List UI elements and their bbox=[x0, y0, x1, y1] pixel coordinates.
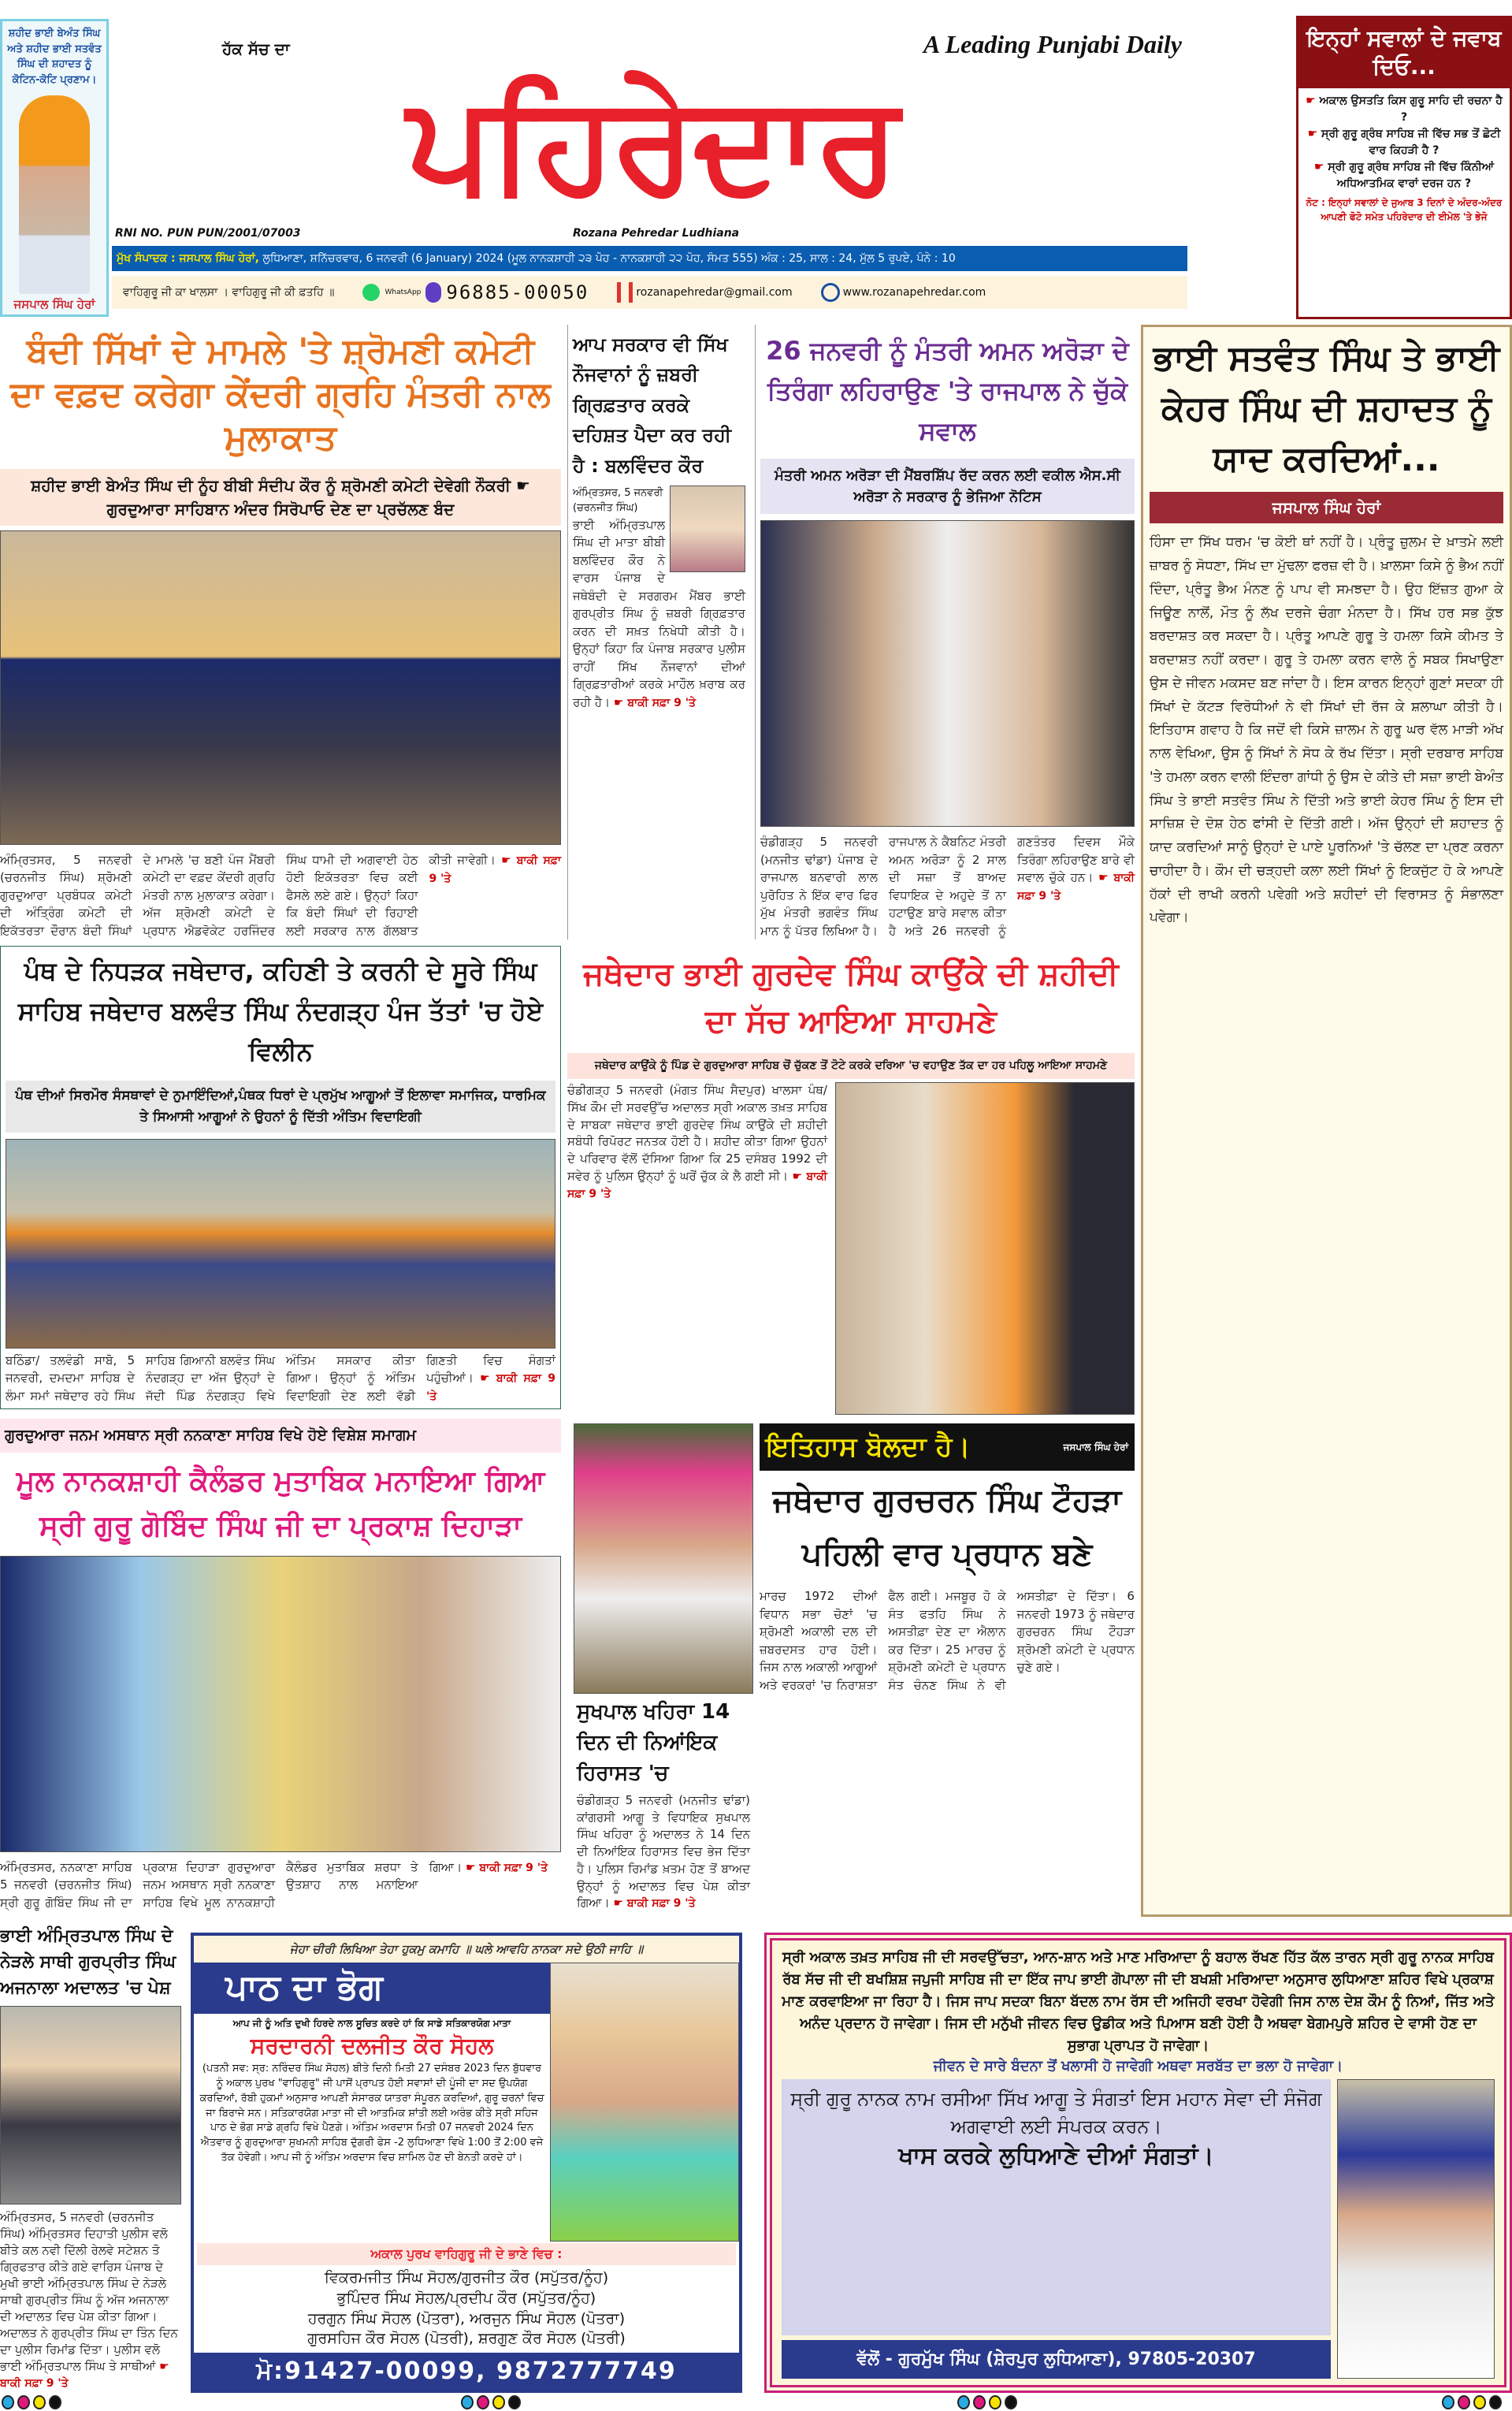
quiz-note: ਨੋਟ : ਇਨ੍ਹਾਂ ਸਵਾਲਾਂ ਦੇ ਜੁਆਬ 3 ਦਿਨਾਂ ਦੇ ਅੰਦਰ-ਅੰਦਰ ਆਪਣੀ ਫੋਟੋ ਸਮੇਤ ਪਹਿਰੇਦਾਰ ਦੀ ਈਮੇਲ 'ਤੇ ਭੇਜੋ bbox=[1306, 196, 1503, 222]
minister-governor-photo bbox=[760, 520, 1135, 827]
left-promo-box bbox=[0, 19, 109, 317]
globe-icon bbox=[821, 283, 840, 302]
jaap-ad bbox=[764, 1933, 1512, 2393]
phone-number: 96885-00050 bbox=[446, 281, 589, 303]
family-list bbox=[194, 2267, 739, 2353]
subhead: ਸ਼ਹੀਦ ਭਾਈ ਬੇਅੰਤ ਸਿੰਘ ਦੀ ਨੂੰਹ ਬੀਬੀ ਸੰਦੀਪ ਕੌਰ ਨੂੰ ਸ਼੍ਰੋਮਣੀ ਕਮੇਟੀ ਦੇਵੇਗੀ ਨੌਕਰੀ ☛ ਗੁਰਦੁਆਰਾ ਸਾਹਿਬਾਨ ਅੰਦਰ ਸਿਰੋਪਾਓ ਦੇਣ ਦਾ ਪ੍ਰਚੱਲਣ ਬੰਦ bbox=[0, 469, 561, 526]
family-member: ਵਿਕਰਮਜੀਤ ਸਿੰਘ ਸੋਹਲ/ਗੁਰਜੀਤ ਕੌਰ (ਸਪੁੱਤਰ/ਨੂੰਹ) bbox=[324, 2269, 609, 2287]
column-author: ਜਸਪਾਲ ਸਿੰਘ ਹੇਰਾਂ bbox=[1150, 492, 1503, 523]
ad-text: ਸ੍ਰੀ ਅਕਾਲ ਤਖ਼ਤ ਸਾਹਿਬ ਜੀ ਦੀ ਸਰਵਉੱਚਤਾ, ਆਨ-ਸ਼ਾਨ ਅਤੇ ਮਾਣ ਮਰਿਆਦਾ ਨੂੰ ਬਹਾਲ ਰੱਖਣ ਹਿੱਤ ਕੱਲ ਤਾਰਨ ਸ੍ਰੀ ਗੁਰੂ ਨਾਨਕ ਸਾਹਿਬ ਰੱਬ ਸੱਚ ਜੀ ਦੀ ਬਖਸ਼ਿਸ਼ ਜਪੁਜੀ ਸਾਹਿਬ ਜੀ ਦਾ ਇੱਕ ਜਾਪ ਭਾਈ ਗੋਪਾਲਾ ਜੀ ਦੀ ਬਖਸ਼ੀ ਮਰਿਆਦਾ ਅਨੁਸਾਰ ਲੁਧਿਆਣਾ ਸ਼ਹਿਰ ਵਿਖੇ ਪ੍ਰਕਾਸ਼ ਮਾਣ ਕਰਵਾਇਆ ਜਾ ਰਿਹਾ ਹੈ। ਜਿਸ ਜਾਪ ਸਦਕਾ ਬਿਨਾ ਬੱਦਲ ਨਾਮ ਰੱਸ ਦੀ ਅਜਿਹੀ ਵਰਖਾ ਹੋਵੇਗੀ ਜਿਸ ਨਾਲ ਦੇਸ਼ ਕੌਮ ਨੂੰ ਨਿਆਂ, ਜਿੱਤ ਅਤੇ ਅਨੰਦ ਪ੍ਰਦਾਨ ਹੋ ਜਾਵੇਗਾ। ਜਿਸ ਦੀ ਮਨੁੱਖੀ ਜੀਵਨ ਵਿਚ ਉਡੀਕ ਅਤੇ ਪਿਆਸ ਬਣੀ ਹੋਈ ਹੈ ਅਥਵਾ ਬੇਗਮਪੁਰੇ ਸ਼ਹਿਰ ਦੇ ਵਾਸੀ ਹੋਣ ਦਾ ਸੁਭਾਗ ਪ੍ਰਾਪਤ ਹੋ ਜਾਵੇਗਾ। bbox=[782, 1949, 1495, 2054]
bhog-title-bar bbox=[194, 1963, 550, 2014]
registration-marks bbox=[2, 2395, 61, 2409]
chief-editor: ਮੁੱਖ ਸੰਪਾਦਕ : ਜਸਪਾਲ ਸਿੰਘ ਹੇਰਾਂ, bbox=[117, 252, 259, 265]
quiz-title: ਇਨ੍ਹਾਂ ਸਵਾਲਾਂ ਦੇ ਜਵਾਬ ਦਿਓ... bbox=[1298, 18, 1510, 88]
article-body: ਚੰਡੀਗੜ੍ਹ 5 ਜਨਵਰੀ (ਮਨਜੀਤ ਢਾਂਡਾ) ਪੰਜਾਬ ਦੇ ਰਾਜਪਾਲ ਬਨਵਾਰੀ ਲਾਲ ਪੁਰੋਹਿਤ ਨੇ ਇੱਕ ਵਾਰ ਫਿਰ ਮੁੱਖ ਮੰਤਰੀ ਭਗਵੰਤ ਸਿੰਘ ਮਾਨ ਨੂੰ ਪੱਤਰ ਲਿਖਿਆ ਹੈ। ਰਾਜਪਾਲ ਨੇ ਕੈਬਨਿਟ ਮੰਤਰੀ ਅਮਨ ਅਰੋੜਾ ਨੂੰ 2 ਸਾਲ ਦੀ ਸਜ਼ਾ ਤੋਂ ਬਾਅਦ ਵਿਧਾਇਕ ਦੇ ਅਹੁਦੇ ਤੋਂ ਨਾ ਹਟਾਉਣ ਬਾਰੇ ਸਵਾਲ ਕੀਤਾ ਹੈ ਅਤੇ 26 ਜਨਵਰੀ ਨੂੰ ਗਣਤੰਤਰ ਦਿਵਸ ਮੌਕੇ ਤਿਰੰਗਾ ਲਹਿਰਾਉਣ ਬਾਰੇ ਵੀ ਸਵਾਲ ਚੁੱਕੇ ਹਨ। ☛ ਬਾਕੀ ਸਫ਼ਾ 9 'ਤੇ bbox=[760, 835, 1135, 938]
english-tagline: A Leading Punjabi Daily bbox=[923, 30, 1182, 58]
kaunke-family-photo bbox=[835, 1082, 1135, 1415]
appeal-text: ਸ੍ਰੀ ਗੁਰੂ ਨਾਨਕ ਨਾਮ ਰਸੀਆ ਸਿੱਖ ਆਗੂ ਤੇ ਸੰਗਤਾਂ ਇਸ ਮਹਾਨ ਸੇਵਾ ਦੀ ਸੰਜੋਗ ਅਗਵਾਈ ਲਈ ਸੰਪਰਕ ਕਰਨ। bbox=[790, 2088, 1322, 2138]
headline: 26 ਜਨਵਰੀ ਨੂੰ ਮੰਤਰੀ ਅਮਨ ਅਰੋੜਾ ਦੇ ਤਿਰੰਗਾ ਲਹਿਰਾਉਣ 'ਤੇ ਰਾਜਪਾਲ ਨੇ ਚੁੱਕੇ ਸਵਾਲ bbox=[766, 336, 1129, 447]
dateline: ਲੁਧਿਆਣਾ, ਸ਼ਨਿੱਚਰਵਾਰ, 6 ਜਨਵਰੀ (6 January) 2024 (ਮੂਲ ਨਾਨਕਸ਼ਾਹੀ ੨੩ ਪੋਹ - ਨਾਨਕਸ਼ਾਹੀ ੨੨ ਪੋਹ, ਸੰਮਤ 555) ਅੰਕ : 25, ਸਾਲ : 24, ਮੁੱਲ 5 ਰੁਪਏ, ਪੰਨੇ : 10 bbox=[262, 252, 956, 265]
funeral-photo bbox=[6, 1139, 555, 1349]
story-itihas bbox=[760, 1423, 1135, 1908]
story-khaira bbox=[574, 1423, 753, 1912]
headline: ਜਥੇਦਾਰ ਗੁਰਚਰਨ ਸਿੰਘ ਟੌਹੜਾ ਪਹਿਲੀ ਵਾਰ ਪ੍ਰਧਾਨ ਬਣੇ bbox=[772, 1483, 1122, 1572]
headline: ਆਪ ਸਰਕਾਰ ਵੀ ਸਿੱਖ ਨੌਜਵਾਨਾਂ ਨੂੰ ਜ਼ਬਰੀ ਗ੍ਰਿਫ਼ਤਾਰ ਕਰਕੇ ਦਹਿਸ਼ਤ ਪੈਦਾ ਕਰ ਰਹੀ ਹੈ : ਬਲਵਿੰਦਰ ਕੌਰ bbox=[573, 333, 732, 477]
story-aman-arora bbox=[755, 325, 1135, 939]
whatsapp-label: WhatsApp bbox=[385, 288, 422, 296]
itihas-banner bbox=[760, 1423, 1135, 1471]
whatsapp-icon bbox=[362, 284, 380, 301]
gmail-icon bbox=[617, 282, 633, 303]
quiz-box bbox=[1296, 16, 1512, 319]
family-member: ਗੁਰਸਹਿਜ ਕੌਰ ਸੋਹਲ (ਪੋਤਰੀ), ਸ਼ਰਗੁਣ ਕੌਰ ਸੋਹਲ (ਪੋਤਰੀ) bbox=[307, 2330, 626, 2348]
column-headline: ਭਾਈ ਸਤਵੰਤ ਸਿੰਘ ਤੇ ਭਾਈ ਕੇਹਰ ਸਿੰਘ ਦੀ ਸ਼ਹਾਦਤ ਨੂੰ ਯਾਦ ਕਰਦਿਆਂ... bbox=[1153, 338, 1500, 479]
balwinder-kaur-photo bbox=[670, 486, 745, 572]
subhead: ਮੰਤਰੀ ਅਮਨ ਅਰੋੜਾ ਦੀ ਮੈਂਬਰਸ਼ਿੱਪ ਰੱਦ ਕਰਨ ਲਈ ਵਕੀਲ ਐਸ.ਸੀ ਅਰੋੜਾ ਨੇ ਸਰਕਾਰ ਨੂੰ ਭੇਜਿਆ ਨੋਟਿਸ bbox=[760, 459, 1135, 514]
obituary-phone: ਮੋ:91427-00099, 9872777749 bbox=[194, 2353, 739, 2390]
editorial-column bbox=[1141, 325, 1512, 1917]
subhead: ਜਥੇਦਾਰ ਕਾਉਂਕੇ ਨੂੰ ਪਿੰਡ ਦੇ ਗੁਰਦੁਆਰਾ ਸਾਹਿਬ ਚੋਂ ਚੁੱਕਣ ਤੋਂ ਟੋਟੇ ਕਰਕੇ ਦਰਿਆ 'ਚ ਵਹਾਉਣ ਤੱਕ ਦਾ ਹਰ ਪਹਿਲੂ ਆਇਆ ਸਾਹਮਣੇ bbox=[567, 1053, 1135, 1079]
gpay-icon bbox=[425, 282, 441, 303]
story-nankana-sahib bbox=[0, 1419, 561, 1911]
obituary-ad bbox=[191, 1933, 742, 2393]
article-body: ਚੰਡੀਗੜ੍ਹ 5 ਜਨਵਰੀ (ਮੰਗਤ ਸਿੰਘ ਸੈਦਪੁਰ) ਖਾਲਸਾ ਪੰਥ/ਸਿੱਖ ਕੌਮ ਦੀ ਸਰਵਉੱਚ ਅਦਾਲਤ ਸ੍ਰੀ ਅਕਾਲ ਤਖ਼ਤ ਸਾਹਿਬ ਦੇ ਸਾਬਕਾ ਜਥੇਦਾਰ ਭਾਈ ਗੁਰਦੇਵ ਸਿੰਘ ਕਾਉਂਕੇ ਦੀ ਸ਼ਹੀਦੀ ਸਬੰਧੀ ਰਿਪੋਰਟ ਜਨਤਕ ਹੋਈ ਹੈ। ਸ਼ਹੀਦ ਕੀਤਾ ਗਿਆ ਉਹਨਾਂ ਦੇ ਪਰਿਵਾਰ ਵੱਲੋਂ ਦੱਸਿਆ ਗਿਆ ਕਿ 25 ਦਸੰਬਰ 1992 ਦੀ ਸਵੇਰ ਨੂੰ ਪੁਲਿਸ ਉਨ੍ਹਾਂ ਨੂੰ ਘਰੋਂ ਚੁੱਕ ਕੇ ਲੈ ਗਈ ਸੀ। ☛ ਬਾਕੀ ਸਫ਼ਾ 9 'ਤੇ bbox=[567, 1083, 827, 1200]
article-body: ਮਾਰਚ 1972 ਦੀਆਂ ਵਿਧਾਨ ਸਭਾ ਚੋਣਾਂ 'ਚ ਸ਼੍ਰੋਮਣੀ ਅਕਾਲੀ ਦਲ ਦੀ ਜ਼ਬਰਦਸਤ ਹਾਰ ਹੋਈ। ਜਿਸ ਨਾਲ ਅਕਾਲੀ ਆਗੂਆਂ ਅਤੇ ਵਰਕਰਾਂ 'ਚ ਨਿਰਾਸ਼ਤਾ ਫੈਲ ਗਈ। ਮਜਬੂਰ ਹੋ ਕੇ ਸੰਤ ਫਤਹਿ ਸਿੰਘ ਨੇ ਅਸਤੀਫ਼ਾ ਦੇਣ ਦਾ ਐਲਾਨ ਕਰ ਦਿੱਤਾ। 25 ਮਾਰਚ ਨੂੰ ਸ਼੍ਰੋਮਣੀ ਕਮੇਟੀ ਦੇ ਪ੍ਰਧਾਨ ਸੰਤ ਚੰਨਣ ਸਿੰਘ ਨੇ ਵੀ ਅਸਤੀਫ਼ਾ ਦੇ ਦਿੱਤਾ। 6 ਜਨਵਰੀ 1973 ਨੂੰ ਜਥੇਦਾਰ ਗੁਰਚਰਨ ਸਿੰਘ ਟੌਹੜਾ ਸ਼੍ਰੋਮਣੀ ਕਮੇਟੀ ਦੇ ਪ੍ਰਧਾਨ ਚੁਣੇ ਗਏ। bbox=[760, 1589, 1135, 1692]
press-conference-photo bbox=[0, 530, 561, 845]
column-body: ਹਿੰਸਾ ਦਾ ਸਿੱਖ ਧਰਮ 'ਚ ਕੋਈ ਥਾਂ ਨਹੀਂ ਹੈ। ਪ੍ਰੰਤੂ ਜ਼ੁਲਮ ਦੇ ਖ਼ਾਤਮੇ ਲਈ ਜ਼ਾਬਰ ਨੂੰ ਸੋਧਣਾ, ਸਿੱਖ ਦਾ ਮੁੱਢਲਾ ਫਰਜ਼ ਵੀ ਹੈ। ਖ਼ਾਲਸਾ ਕਿਸੇ ਨੂੰ ਭੈਅ ਨਹੀਂ ਦਿੰਦਾ, ਪ੍ਰੰਤੂ ਭੈਅ ਮੰਨਣ ਨੂੰ ਪਾਪ ਵੀ ਸਮਝਦਾ ਹੈ। ਉਹ ਇੱਜ਼ਤ ਗੁਆ ਕੇ ਜਿਊਣ ਨਾਲੋਂ, ਮੌਤ ਨੂੰ ਲੱਖ ਦਰਜੇ ਚੰਗਾ ਮੰਨਦਾ ਹੈ। ਸਿੱਖ ਹਰ ਸਭ ਕੁੱਝ ਬਰਦਾਸ਼ਤ ਕਰ ਸਕਦਾ ਹੈ। ਪ੍ਰੰਤੂ ਆਪਣੇ ਗੁਰੂ ਤੇ ਹਮਲਾ ਕਿਸੇ ਕੀਮਤ ਤੇ ਬਰਦਾਸ਼ਤ ਨਹੀਂ ਕਰਦਾ। ਗੁਰੂ ਤੇ ਹਮਲਾ ਕਰਨ ਵਾਲੇ ਨੂੰ ਸਬਕ ਸਿਖਾਉਣਾ ਉਸ ਦੇ ਜੀਵਨ ਮਕਸਦ ਬਣ ਜਾਂਦਾ ਹੈ। ਇਸ ਕਾਰਨ ਇਨ੍ਹਾਂ ਗੁਣਾਂ ਸਦਕਾ ਹੀ ਸਿੱਖਾਂ ਦੇ ਕੱਟੜ ਵਿਰੋਧੀਆਂ ਨੇ ਵੀ ਸਿੱਖਾਂ ਦੀ ਰੱਜ ਕੇ ਸ਼ਲਾਘਾ ਕੀਤੀ ਹੈ। ਇਤਿਹਾਸ ਗਵਾਹ ਹੈ ਕਿ ਜਦੋਂ ਵੀ ਕਿਸੇ ਜ਼ਾਲਮ ਨੇ ਗੁਰੂ ਘਰ ਵੱਲ ਮਾੜੀ ਅੱਖ ਨਾਲ ਵੇਖਿਆ, ਉਸ ਨੂੰ ਸਿੱਖਾਂ ਨੇ ਸੋਧ ਕੇ ਰੱਖ ਦਿੱਤਾ। ਸ੍ਰੀ ਦਰਬਾਰ ਸਾਹਿਬ 'ਤੇ ਹਮਲਾ ਕਰਨ ਵਾਲੀ ਇੰਦਰਾ ਗਾਂਧੀ ਨੂੰ ਉਸ ਦੇ ਕੀਤੇ ਦੀ ਸਜ਼ਾ ਭਾਈ ਬੇਅੰਤ ਸਿੰਘ ਤੇ ਭਾਈ ਸਤਵੰਤ ਸਿੰਘ ਨੇ ਦਿੱਤੀ ਅਤੇ ਭਾਈ ਕੇਹਰ ਸਿੰਘ ਨੂੰ ਇਸ ਦੀ ਸਾਜ਼ਿਸ਼ ਦੇ ਦੋਸ਼ ਹੇਠ ਫਾਂਸੀ ਦੇ ਦਿੱਤੀ ਗਈ। ਅੱਜ ਉਨ੍ਹਾਂ ਦੀ ਸ਼ਹਾਦਤ ਨੂੰ ਯਾਦ ਕਰਦਿਆਂ ਸਾਨੂੰ ਉਨ੍ਹਾਂ ਦੇ ਪਾਏ ਪੂਰਨਿਆਂ 'ਤੇ ਚੱਲਣ ਦਾ ਪ੍ਰਣ ਕਰਨਾ ਚਾਹੀਦਾ ਹੈ। ਕੌਮ ਦੀ ਚੜ੍ਹਦੀ ਕਲਾ ਲਈ ਸਿੱਖਾਂ ਨੂੰ ਇਕਜੁੱਟ ਹੋ ਕੇ ਆਪਣੇ ਹੱਕਾਂ ਦੀ ਰਾਖੀ ਕਰਨੀ ਪਵੇਗੀ ਅਤੇ ਸ਼ਹੀਦਾਂ ਦੀ ਵਿਰਾਸਤ ਨੂੰ ਸੰਭਾਲਣਾ ਪਵੇਗਾ। bbox=[1150, 534, 1503, 926]
registration-marks bbox=[461, 2395, 521, 2409]
headline: ਮੂਲ ਨਾਨਕਸ਼ਾਹੀ ਕੈਲੰਡਰ ਮੁਤਾਬਿਕ ਮਨਾਇਆ ਗਿਆ ਸ੍ਰੀ ਗੁਰੂ ਗੋਬਿੰਦ ਸਿੰਘ ਜੀ ਦਾ ਪ੍ਰਕਾਸ਼ ਦਿਹਾੜਾ bbox=[16, 1464, 545, 1543]
celebration-photo bbox=[0, 1556, 561, 1852]
gurbani-verse: ਜੇਹਾ ਚੀਰੀ ਲਿਖਿਆ ਤੇਹਾ ਹੁਕਮੁ ਕਮਾਹਿ ॥ ਘਲੇ ਆਵਹਿ ਨਾਨਕਾ ਸਦੇ ਉਠੀ ਜਾਹਿ ॥ bbox=[194, 1936, 739, 1963]
kicker: ਗੁਰਦੁਆਰਾ ਜਨਮ ਅਸਥਾਨ ਸ੍ਰੀ ਨਨਕਾਣਾ ਸਾਹਿਬ ਵਿਖੇ ਹੋਏ ਵਿਸ਼ੇਸ਼ ਸਮਾਗਮ bbox=[0, 1419, 561, 1453]
khaira-photo bbox=[574, 1423, 753, 1694]
masthead bbox=[112, 16, 1292, 319]
website[interactable]: www.rozanapehredar.com bbox=[842, 286, 986, 299]
ad-highlight: ਜੀਵਨ ਦੇ ਸਾਰੇ ਬੰਦਨਾ ਤੋਂ ਖਲਾਸੀ ਹੋ ਜਾਵੇਗੀ ਅਥਵਾ ਸਰਬੱਤ ਦਾ ਭਲਾ ਹੋ ਜਾਵੇਗਾ। bbox=[933, 2058, 1343, 2075]
headline: ਸੁਖਪਾਲ ਖਹਿਰਾ 14 ਦਿਨ ਦੀ ਨਿਆਂਇਕ ਹਿਰਾਸਤ 'ਚ bbox=[577, 1699, 730, 1785]
article-body: ਅੰਮ੍ਰਿਤਸਰ, 5 ਜਨਵਰੀ (ਚਰਨਜੀਤ ਸਿੰਘ) ਅੰਮ੍ਰਿਤਸਰ ਦਿਹਾਤੀ ਪੁਲੀਸ ਵਲੋ ਬੀਤੇ ਕਲ ਨਵੀ ਦਿੱਲੀ ਰੇਲਵੇ ਸਟੇਸ਼ਨ ਤੋ ਗ੍ਰਿਫਤਾਰ ਕੀਤੇ ਗਏ ਵਾਰਿਸ ਪੰਜਾਬ ਦੇ ਮੁਖੀ ਭਾਈ ਅੰਮ੍ਰਿਤਪਾਲ ਸਿੰਘ ਦੇ ਨੇੜਲੇ ਸਾਥੀ ਗੁਰਪ੍ਰੀਤ ਸਿੰਘ ਨੂੰ ਅੱਜ ਅਜਨਾਲਾ ਦੀ ਅਦਾਲਤ ਵਿਚ ਪੇਸ਼ ਕੀਤਾ ਗਿਆ। ਅਦਾਲਤ ਨੇ ਗੁਰਪ੍ਰੀਤ ਸਿੰਘ ਦਾ ਤਿੰਨ ਦਿਨ ਦਾ ਪੁਲੀਸ ਰਿਮਾਂਡ ਦਿੱਤਾ। ਪੁਲੀਸ ਵਲੋ ਭਾਈ ਅੰਮ੍ਰਿਤਪਾਲ ਸਿੰਘ ਤੇ ਸਾਥੀਆਂ ☛ ਬਾਕੀ ਸਫ਼ਾ 9 'ਤੇ bbox=[0, 2209, 178, 2391]
article-body: ਅੰਮ੍ਰਿਤਸਰ, 5 ਜਨਵਰੀ (ਚਰਨਜੀਤ ਸਿੰਘ) ਸ਼੍ਰੋਮਣੀ ਗੁਰਦੁਆਰਾ ਪ੍ਰਬੰਧਕ ਕਮੇਟੀ ਦੀ ਅੰਤ੍ਰਿੰਗ ਕਮੇਟੀ ਦੀ ਇਕੱਤਰਤਾ ਦੌਰਾਨ ਬੰਦੀ ਸਿੰਘਾਂ ਦੇ ਮਾਮਲੇ 'ਚ ਬਣੀ ਪੰਜ ਮੈਂਬਰੀ ਕਮੇਟੀ ਦਾ ਵਫ਼ਦ ਕੇਂਦਰੀ ਗ੍ਰਹਿ ਮੰਤਰੀ ਨਾਲ ਮੁਲਾਕਾਤ ਕਰੇਗਾ। ਅੱਜ ਸ਼੍ਰੋਮਣੀ ਕਮੇਟੀ ਦੇ ਪ੍ਰਧਾਨ ਐਡਵੋਕੇਟ ਹਰਜਿੰਦਰ ਸਿੰਘ ਧਾਮੀ ਦੀ ਅਗਵਾਈ ਹੇਠ ਹੋਈ ਇਕੱਤਰਤਾ ਵਿਚ ਕਈ ਫੈਸਲੇ ਲਏ ਗਏ। ਉਨ੍ਹਾਂ ਕਿਹਾ ਕਿ ਬੰਦੀ ਸਿੰਘਾਂ ਦੀ ਰਿਹਾਈ ਲਈ ਸਰਕਾਰ ਨਾਲ ਗੱਲਬਾਤ ਕੀਤੀ ਜਾਵੇਗੀ। ☛ ਬਾਕੀ ਸਫ਼ਾ 9 'ਤੇ bbox=[0, 852, 561, 938]
article-body: ਚੰਡੀਗੜ੍ਹ 5 ਜਨਵਰੀ (ਮਨਜੀਤ ਢਾਂਡਾ) ਕਾਂਗਰਸੀ ਆਗੂ ਤੇ ਵਿਧਾਇਕ ਸੁਖਪਾਲ ਸਿੰਘ ਖਹਿਰਾ ਨੂੰ ਅਦਾਲਤ ਨੇ 14 ਦਿਨ ਦੀ ਨਿਆਂਇਕ ਹਿਰਾਸਤ ਵਿਚ ਭੇਜ ਦਿੱਤਾ ਹੈ। ਪੁਲਿਸ ਰਿਮਾਂਡ ਖ਼ਤਮ ਹੋਣ ਤੋਂ ਬਾਅਦ ਉਨ੍ਹਾਂ ਨੂੰ ਅਦਾਲਤ ਵਿਚ ਪੇਸ਼ ਕੀਤਾ ਗਿਆ। ☛ ਬਾਕੀ ਸਫ਼ਾ 9 'ਤੇ bbox=[577, 1792, 750, 1911]
quiz-question: ☛ ਸ੍ਰੀ ਗੁਰੂ ਗ੍ਰੰਥ ਸਾਹਿਬ ਜੀ ਵਿੱਚ ਕਿੰਨੀਆਂ ਅਧਿਆਤਮਿਕ ਵਾਰਾਂ ਦਰਜ ਹਨ ? bbox=[1313, 160, 1495, 190]
obituary-text: (ਪਤਨੀ ਸਵ: ਸ੍ਰ: ਨਰਿੰਦਰ ਸਿੰਘ ਸੋਹਲ) ਬੀਤੇ ਦਿਨੀ ਮਿਤੀ 27 ਦਸੰਬਰ 2023 ਦਿਨ ਬੁੱਧਵਾਰ ਨੂੰ ਅਕਾਲ ਪੁਰਖ "ਵਾਹਿਗੁਰੂ" ਜੀ ਪਾਸੋਂ ਪ੍ਰਾਪਤ ਹੋਈ ਸਵਾਸਾਂ ਦੀ ਪੂੰਜੀ ਦਾ ਸਦ ਉਪਯੋਗ ਕਰਦਿਆਂ, ਰੱਬੀ ਹੁਕਮਾਂ ਅਨੁਸਾਰ ਆਪਣੀ ਸੰਸਾਰਕ ਯਾਤਰਾ ਸੰਪੂਰਨ ਕਰਦਿਆਂ, ਗੁਰੂ ਚਰਨਾਂ ਵਿਚ ਜਾ ਬਿਰਾਜੇ ਸਨ। ਸਤਿਕਾਰਯੋਗ ਮਾਤਾ ਜੀ ਦੀ ਆਤਮਿਕ ਸ਼ਾਂਤੀ ਲਈ ਅਰੰਭ ਕੀਤੇ ਸ੍ਰੀ ਸਹਿਜ ਪਾਠ ਦੇ ਭੋਗ ਸਾਡੇ ਗ੍ਰਹਿ ਵਿਖੇ ਪੈਣਗੇ। ਅੰਤਿਮ ਅਰਦਾਸ ਮਿਤੀ 07 ਜਨਵਰੀ 2024 ਦਿਨ ਐਤਵਾਰ ਨੂੰ ਗੁਰਦੁਆਰਾ ਸੁਖਮਨੀ ਸਾਹਿਬ ਦੁੱਗਰੀ ਫੇਸ -2 ਲੁਧਿਆਣਾ ਵਿਖੇ 1:00 ਤੋਂ 2:00 ਵਜੇ ਤੱਕ ਹੋਵੇਗੀ। ਆਪ ਜੀ ਨੂੰ ਅੰਤਿਮ ਅਰਦਾਸ ਵਿਚ ਸ਼ਾਮਿਲ ਹੋਣ ਦੀ ਬੇਨਤੀ ਕਰਦੇ ਹਾਂ। bbox=[199, 2062, 544, 2164]
story-balwinder-kaur bbox=[567, 325, 750, 939]
article-body: ਅੰਮ੍ਰਿਤਸਰ, ਨਨਕਾਣਾ ਸਾਹਿਬ 5 ਜਨਵਰੀ (ਚਰਨਜੀਤ ਸਿੰਘ) ਸ੍ਰੀ ਗੁਰੂ ਗੋਬਿੰਦ ਸਿੰਘ ਜੀ ਦਾ ਪ੍ਰਕਾਸ਼ ਦਿਹਾੜਾ ਗੁਰਦੁਆਰਾ ਜਨਮ ਅਸਥਾਨ ਸ੍ਰੀ ਨਨਕਾਣਾ ਸਾਹਿਬ ਵਿਖੇ ਮੂਲ ਨਾਨਕਸ਼ਾਹੀ ਕੈਲੰਡਰ ਮੁਤਾਬਿਕ ਸ਼ਰਧਾ ਤੇ ਉਤਸ਼ਾਹ ਨਾਲ ਮਨਾਇਆ ਗਿਆ। ☛ ਬਾਕੀ ਸਫ਼ਾ 9 'ਤੇ bbox=[0, 1859, 548, 1910]
ad-from: ਵੱਲੋਂ - ਗੁਰਮੁੱਖ ਸਿੰਘ (ਸ਼ੇਰਪੁਰ ਲੁਧਿਆਣਾ), 97805-20307 bbox=[782, 2340, 1331, 2379]
headline: ਬੰਦੀ ਸਿੱਖਾਂ ਦੇ ਮਾਮਲੇ 'ਤੇ ਸ਼੍ਰੋਮਣੀ ਕਮੇਟੀ ਦਾ ਵਫ਼ਦ ਕਰੇਗਾ ਕੇਂਦਰੀ ਗ੍ਰਹਿ ਮੰਤਰੀ ਨਾਲ ਮੁਲਾਕਾਤ bbox=[10, 331, 551, 458]
newspaper-title: ਪਹਿਰੇਦਾਰ bbox=[407, 66, 897, 222]
registration-marks bbox=[957, 2395, 1017, 2409]
quiz-question: ☛ ਅਕਾਲ ਉਸਤਤਿ ਕਿਸ ਗੁਰੂ ਸਾਹਿ ਦੀ ਰਚਨਾ ਹੈ ? bbox=[1306, 94, 1503, 124]
banner-title: ਇਤਿਹਾਸ ਬੋਲਦਾ ਹੈ। bbox=[766, 1431, 971, 1463]
dateline: ਅੰਮ੍ਰਿਤਸਰ, 5 ਜਨਵਰੀ (ਚਰਨਜੀਤ ਸਿੰਘ) bbox=[573, 486, 663, 515]
bhog-title: ਪਾਠ ਦਾ ਭੋਗ bbox=[225, 1967, 383, 2007]
contact-bar bbox=[112, 276, 1187, 309]
quiz-question: ☛ ਸ੍ਰੀ ਗੁਰੂ ਗ੍ਰੰਥ ਸਾਹਿਬ ਜੀ ਵਿੱਚ ਸਭ ਤੋਂ ਛੋਟੀ ਵਾਰ ਕਿਹੜੀ ਹੈ ? bbox=[1307, 127, 1501, 157]
court-photo bbox=[0, 2006, 181, 2205]
email[interactable]: rozanapehredar@gmail.com bbox=[636, 286, 793, 299]
dateline-bar bbox=[112, 246, 1187, 271]
subhead: ਪੰਥ ਦੀਆਂ ਸਿਰਮੌਰ ਸੰਸਥਾਵਾਂ ਦੇ ਨੁਮਾਇੰਦਿਆਂ,ਪੰਥਕ ਧਿਰਾਂ ਦੇ ਪ੍ਰਮੁੱਖ ਆਗੂਆਂ ਤੋਂ ਇਲਾਵਾ ਸਮਾਜਿਕ, ਧਾਰਮਿਕ ਤੇ ਸਿਆਸੀ ਆਗੂਆਂ ਨੇ ਉਹਨਾਂ ਨੂੰ ਦਿੱਤੀ ਅੰਤਿਮ ਵਿਦਾਇਗੀ bbox=[6, 1081, 555, 1133]
family-member: ਹਰਗੁਨ ਸਿੰਘ ਸੋਹਲ (ਪੋਤਰਾ), ਅਰਜੁਨ ਸਿੰਘ ਸੋਹਲ (ਪੋਤਰਾ) bbox=[307, 2309, 626, 2327]
story-shiromani-committee bbox=[0, 325, 561, 939]
rozana-label: Rozana Pehredar Ludhiana bbox=[573, 227, 740, 240]
family-label: ਅਕਾਲ ਪੁਰਖ ਵਾਹਿਗੁਰੂ ਜੀ ਦੇ ਭਾਣੇ ਵਿਚ : bbox=[197, 2243, 736, 2265]
promo-portrait bbox=[19, 95, 90, 294]
obituary-intro: ਆਪ ਜੀ ਨੂੰ ਅਤਿ ਦੁਖੀ ਹਿਰਦੇ ਨਾਲ ਸੂਚਿਤ ਕਰਦੇ ਹਾਂ ਕਿ ਸਾਡੇ ਸਤਿਕਾਰਯੋਗ ਮਾਤਾ bbox=[232, 2017, 511, 2029]
registration-marks bbox=[1442, 2395, 1502, 2409]
promo-name: ਜਸਪਾਲ ਸਿੰਘ ਹੇਰਾਂ bbox=[13, 297, 95, 311]
headline: ਪੰਥ ਦੇ ਨਿਧੜਕ ਜਥੇਦਾਰ, ਕਹਿਣੀ ਤੇ ਕਰਨੀ ਦੇ ਸੂਰੇ ਸਿੰਘ ਸਾਹਿਬ ਜਥੇਦਾਰ ਬਲਵੰਤ ਸਿੰਘ ਨੰਦਗੜ੍ਹ ਪੰਜ ਤੱਤਾਂ 'ਚ ਹੋਏ ਵਿਲੀਨ bbox=[17, 956, 544, 1067]
banner-byline: ਜਸਪਾਲ ਸਿੰਘ ਹੇਰਾਂ bbox=[1063, 1441, 1128, 1453]
story-nandgarh bbox=[0, 946, 561, 1409]
headline: ਭਾਈ ਅੰਮ੍ਰਿਤਪਾਲ ਸਿੰਘ ਦੇ ਨੇੜਲੇ ਸਾਥੀ ਗੁਰਪ੍ਰੀਤ ਸਿੰਘ ਅਜਨਾਲਾ ਅਦਾਲਤ 'ਚ ਪੇਸ਼ bbox=[0, 1926, 176, 1998]
masthead-tagline: ਹੱਕ ਸੱਚ ਦਾ bbox=[222, 39, 290, 58]
story-kaunke bbox=[567, 946, 1135, 1415]
rni-number: RNI NO. PUN PUN/2001/07003 bbox=[115, 227, 301, 240]
appeal-box bbox=[782, 2079, 1331, 2335]
family-member: ਭੁਪਿੰਦਰ ਸਿੰਘ ਸੋਹਲ/ਪ੍ਰਦੀਪ ਕੌਰ (ਸਪੁੱਤਰ/ਨੂੰਹ) bbox=[336, 2290, 596, 2308]
deceased-photo bbox=[550, 1963, 739, 2242]
gurmukh-singh-photo bbox=[1337, 2079, 1495, 2379]
appeal-bold: ਖਾਸ ਕਰਕੇ ਲੁਧਿਆਣੇ ਦੀਆਂ ਸੰਗਤਾਂ। bbox=[898, 2142, 1214, 2171]
headline: ਜਥੇਦਾਰ ਭਾਈ ਗੁਰਦੇਵ ਸਿੰਘ ਕਾਉਂਕੇ ਦੀ ਸ਼ਹੀਦੀ ਦਾ ਸੱਚ ਆਇਆ ਸਾਹਮਣੇ bbox=[583, 956, 1119, 1040]
greeting: ਵਾਹਿਗੁਰੂ ਜੀ ਕਾ ਖਾਲਸਾ । ਵਾਹਿਗੁਰੂ ਜੀ ਕੀ ਫ਼ਤਹਿ ॥ bbox=[123, 286, 335, 299]
story-amritpal bbox=[0, 1923, 181, 2392]
promo-text: ਸ਼ਹੀਦ ਭਾਈ ਬੇਅੰਤ ਸਿੰਘ ਅਤੇ ਸ਼ਹੀਦ ਭਾਈ ਸਤਵੰਤ ਸਿੰਘ ਦੀ ਸ਼ਹਾਦਤ ਨੂੰ ਕੋਟਿਨ-ਕੋਟਿ ਪ੍ਰਣਾਮ। bbox=[7, 28, 102, 86]
article-body: ਬਠਿੰਡਾ/ ਤਲਵੰਡੀ ਸਾਬੋ, 5 ਜਨਵਰੀ, ਦਮਦਮਾ ਸਾਹਿਬ ਦੇ ਲੰਮਾ ਸਮਾਂ ਜਥੇਦਾਰ ਰਹੇ ਸਿੰਘ ਸਾਹਿਬ ਗਿਆਨੀ ਬਲਵੰਤ ਸਿੰਘ ਨੰਦਗੜ੍ਹ ਦਾ ਅੱਜ ਉਨ੍ਹਾਂ ਦੇ ਜੱਦੀ ਪਿੰਡ ਨੰਦਗੜ੍ਹ ਵਿਖੇ ਅੰਤਿਮ ਸਸਕਾਰ ਕੀਤਾ ਗਿਆ। ਉਨ੍ਹਾਂ ਨੂੰ ਅੰਤਿਮ ਵਿਦਾਇਗੀ ਦੇਣ ਲਈ ਵੱਡੀ ਗਿਣਤੀ ਵਿਚ ਸੰਗਤਾਂ ਪਹੁੰਚੀਆਂ। ☛ ਬਾਕੀ ਸਫ਼ਾ 9 'ਤੇ bbox=[6, 1352, 555, 1403]
deceased-name: ਸਰਦਾਰਨੀ ਦਲਜੀਤ ਕੌਰ ਸੋਹਲ bbox=[250, 2032, 494, 2059]
article-body: ਭਾਈ ਅੰਮ੍ਰਿਤਪਾਲ ਸਿੰਘ ਦੀ ਮਾਤਾ ਬੀਬੀ ਬਲਵਿੰਦਰ ਕੌਰ ਨੇ ਵਾਰਸ ਪੰਜਾਬ ਦੇ ਜਥੇਬੰਦੀ ਦੇ ਸਰਗਰਮ ਮੈਂਬਰ ਭਾਈ ਗੁਰਪ੍ਰੀਤ ਸਿੰਘ ਨੂੰ ਜ਼ਬਰੀ ਗ੍ਰਿਫ਼ਤਾਰ ਕਰਨ ਦੀ ਸਖ਼ਤ ਨਿਖੇਧੀ ਕੀਤੀ ਹੈ। ਉਨ੍ਹਾਂ ਕਿਹਾ ਕਿ ਪੰਜਾਬ ਸਰਕਾਰ ਪੁਲੀਸ ਰਾਹੀਂ ਸਿੱਖ ਨੌਜਵਾਨਾਂ ਦੀਆਂ ਗ੍ਰਿਫ਼ਤਾਰੀਆਂ ਕਰਕੇ ਮਾਹੌਲ ਖ਼ਰਾਬ ਕਰ ਰਹੀ ਹੈ। ☛ ਬਾਕੀ ਸਫ਼ਾ 9 'ਤੇ bbox=[573, 517, 745, 709]
